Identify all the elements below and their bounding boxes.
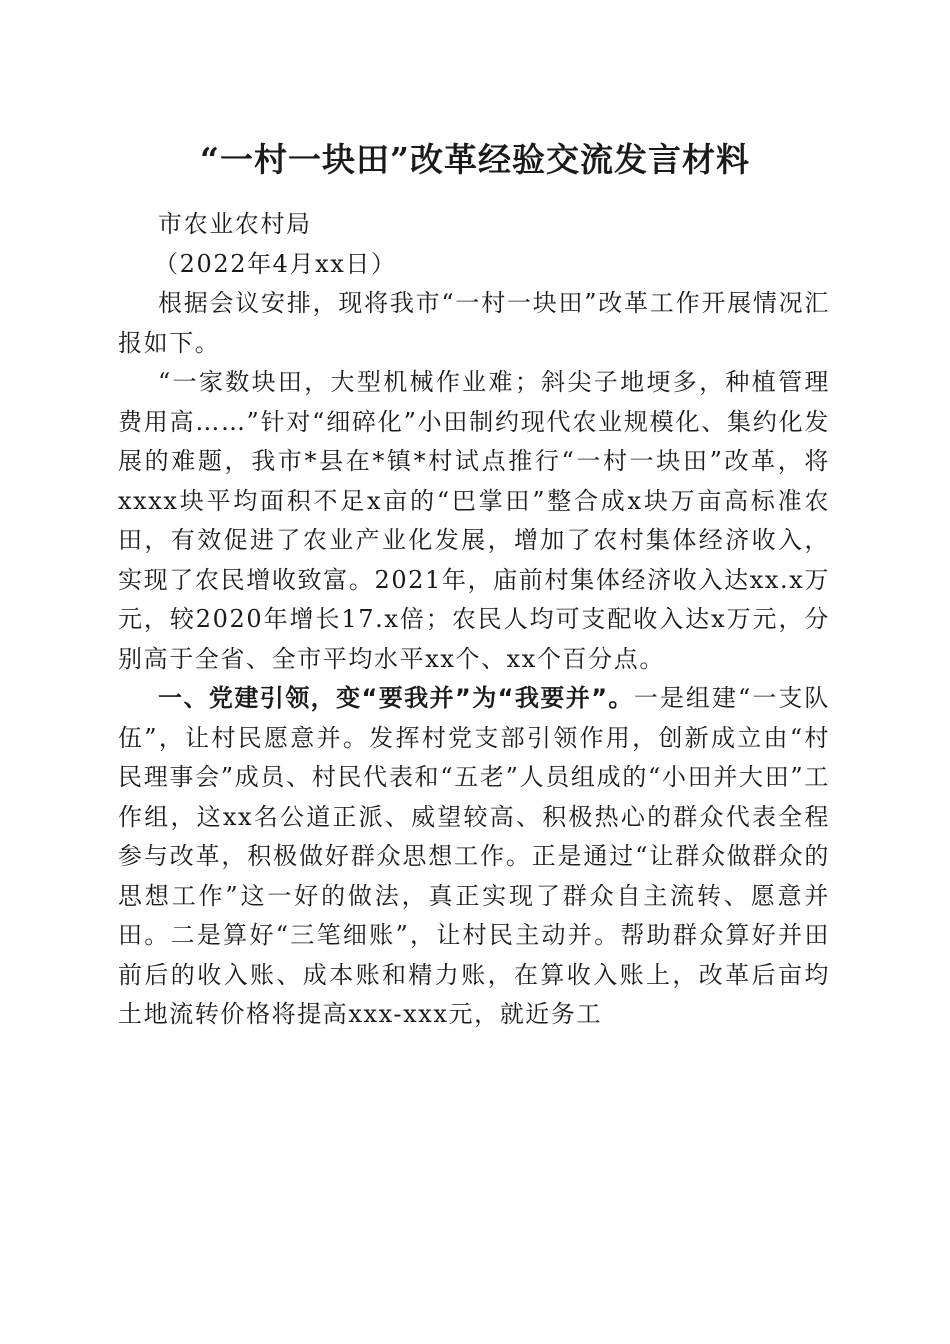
paragraph-intro: 根据会议安排，现将我市“一村一块田”改革工作开展情况汇报如下。	[118, 289, 830, 357]
date-line: （2022年4月xx日）	[154, 249, 397, 278]
document-title: “一村一块田”改革经验交流发言材料	[200, 140, 750, 179]
document-body	[118, 205, 830, 1035]
paragraph-background: “一家数块田，大型机械作业难；斜尖子地埂多，种植管理费用高……”针对“细碎化”小田制约现代农业规模化、集约化发展的难题，我市*县在*镇*村试点推行“一村一块田”改革，将xxxx块平均面积不足x亩的“巴掌田”整合成x块万亩高标准农田，有效促进了农业产业化发展，增加了农村集体经济收入，实现了农民增收致富。2021年，庙前村集体经济收入达xx.x万元，较2020年增长17.x倍；农民人均可支配收入达x万元，分别高于全省、全市平均水平xx个、xx个百分点。	[118, 368, 830, 673]
author-line: 市农业农村局	[158, 210, 312, 238]
section-1-heading: 一、党建引领，变“要我并”为“我要并”。	[158, 684, 634, 712]
section-1-paragraph	[118, 679, 830, 1035]
section-1-text: 一是组建“一支队伍”，让村民愿意并。发挥村党支部引领作用，创新成立由“村民理事会”成员、村民代表和“五老”人员组成的“小田并大田”工作组，这xx名公道正派、威望较高、积极热心的群众代表全程参与改革，积极做好群众思想工作。正是通过“让群众做群众的思想工作”这一好的做法，真正实现了群众自主流转、愿意并田。二是算好“三笔细账”，让村民主动并。帮助群众算好并田前后的收入账、成本账和精力账，在算收入账上，改革后亩均土地流转价格将提高xxx-xxx元，就近务工	[118, 684, 830, 1028]
